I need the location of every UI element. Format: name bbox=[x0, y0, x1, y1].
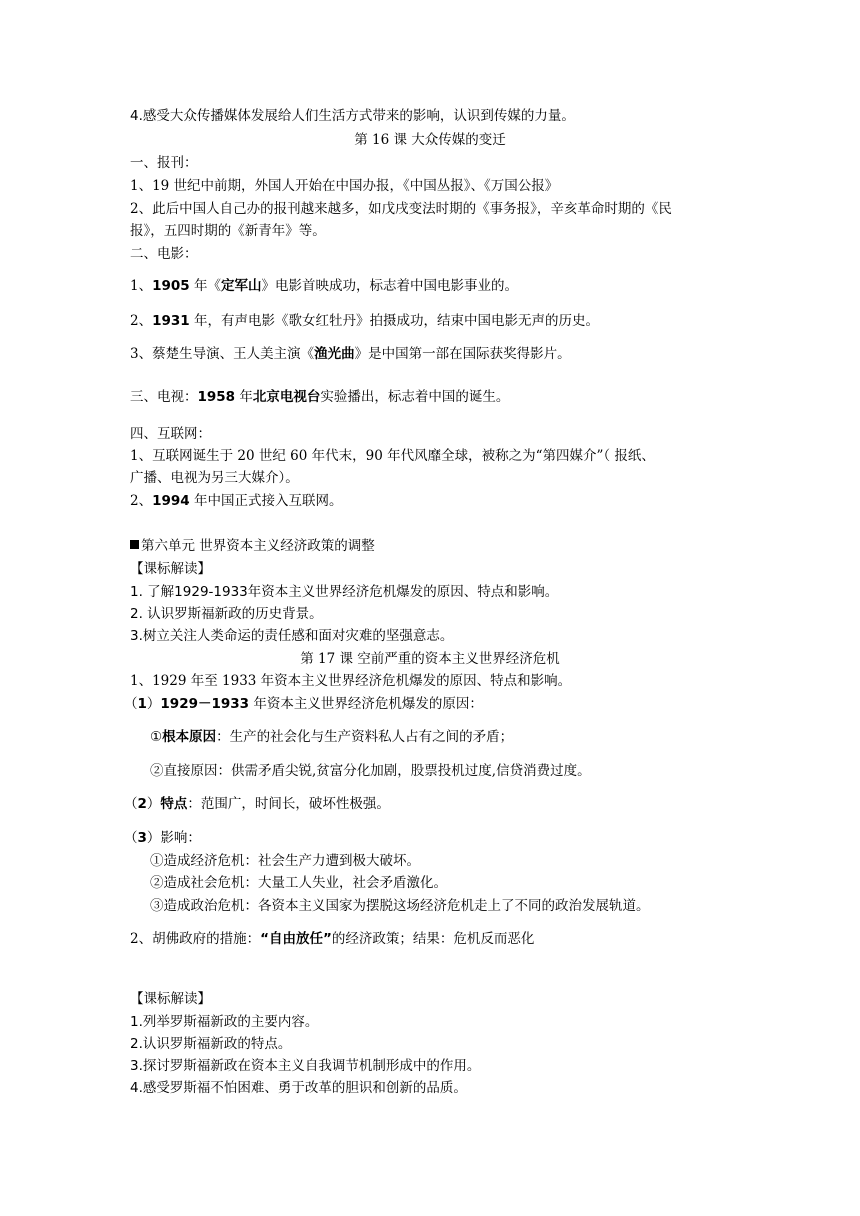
point-2 bbox=[124, 794, 390, 814]
hoover-policy bbox=[130, 929, 534, 949]
curriculum-1-item-3: 3.树立关注人类命运的责任感和面对灾难的坚强意志。 bbox=[130, 628, 454, 644]
internet-item-1-line-1: 1、互联网诞生于 20 世纪 60 年代末，90 年代风靡全球，被称之为“第四媒介”（ 报纸、 bbox=[130, 448, 655, 464]
text: 年资本主义世界经济危机爆发的原因： bbox=[249, 696, 483, 712]
curriculum-2-item-2: 2.认识罗斯福新政的特点。 bbox=[130, 1036, 292, 1052]
text: ） bbox=[146, 696, 161, 712]
bold-number: 3 bbox=[137, 830, 147, 846]
curriculum-2-item-4: 4.感受罗斯福不怕困难、勇于改革的胆识和创新的品质。 bbox=[130, 1080, 467, 1096]
text: （ bbox=[124, 830, 138, 846]
bold-year: 1994 bbox=[152, 493, 190, 509]
lesson-17-title: 第 17 课 空前严重的资本主义世界经济危机 bbox=[300, 651, 560, 667]
text: ）影响： bbox=[146, 830, 201, 846]
text: ） bbox=[146, 796, 161, 812]
bold-number: 2 bbox=[137, 796, 147, 812]
bold-film-title: 定军山 bbox=[220, 278, 262, 294]
text: 2、 bbox=[130, 313, 153, 329]
bold-root-cause: 根本原因 bbox=[162, 729, 217, 745]
internet-item-1-line-2: 广播、电视为另三大媒介）。 bbox=[130, 470, 299, 486]
bold-film-title: 渔光曲 bbox=[314, 346, 355, 362]
text: 》电影首映成功，标志着中国电影事业的。 bbox=[261, 278, 518, 294]
text: 3、蔡楚生导演、王人美主演《 bbox=[130, 346, 315, 362]
text: 》是中国第一部在国际获奖得影片。 bbox=[354, 346, 571, 362]
unit-6-heading bbox=[130, 536, 375, 556]
curriculum-1-item-2: 2. 认识罗斯福新政的历史背景。 bbox=[130, 606, 323, 622]
text: 年 bbox=[235, 389, 253, 405]
text: 2、胡佛政府的措施： bbox=[130, 931, 261, 947]
effect-3: ③造成政治危机：各资本主义国家为摆脱这场经济危机走上了不同的政治发展轨道。 bbox=[150, 898, 650, 914]
film-item-3 bbox=[130, 344, 571, 364]
bold-years: 1929－1933 bbox=[160, 696, 250, 712]
text: 年，有声电影《歌女红牡丹》拍摄成功，结束中国电影无声的历史。 bbox=[189, 313, 599, 329]
point-3 bbox=[124, 828, 201, 848]
section-newspapers-heading: 一、报刊： bbox=[130, 155, 198, 171]
text: 1、 bbox=[130, 278, 153, 294]
bold-year: 1958 bbox=[197, 389, 236, 405]
bold-laissez-faire: “自由放任” bbox=[260, 931, 332, 947]
text: 实验播出，标志着中国的诞生。 bbox=[320, 389, 510, 405]
text: （ bbox=[124, 696, 138, 712]
text: 的经济政策；结果：危机反而恶化 bbox=[331, 931, 535, 947]
bold-year: 1905 bbox=[152, 278, 190, 294]
text: ：生产的社会化与生产资料私人占有之间的矛盾； bbox=[216, 729, 514, 745]
newspaper-item-2-line-1: 2、此后中国人自己办的报刊越来越多，如戊戌变法时期的《事务报》，辛亥革命时期的《民 bbox=[130, 201, 672, 217]
curriculum-2-item-3: 3.探讨罗斯福新政在资本主义自我调节机制形成中的作用。 bbox=[130, 1058, 481, 1074]
effect-2: ②造成社会危机：大量工人失业，社会矛盾激化。 bbox=[150, 875, 447, 891]
bold-number: 1 bbox=[137, 696, 147, 712]
curriculum-1-item-1: 1. 了解1929-1933年资本主义世界经济危机爆发的原因、特点和影响。 bbox=[130, 584, 559, 600]
square-bullet-icon bbox=[130, 540, 139, 549]
film-item-2 bbox=[130, 311, 599, 331]
bold-label: 特点 bbox=[160, 796, 188, 812]
section-internet-heading: 四、互联网： bbox=[130, 426, 211, 442]
bold-year: 1931 bbox=[152, 313, 190, 329]
text: 第六单元 世界资本主义经济政策的调整 bbox=[141, 538, 375, 554]
effect-1: ①造成经济危机：社会生产力遭到极大破坏。 bbox=[150, 853, 420, 869]
curriculum-2-item-1: 1.列举罗斯福新政的主要内容。 bbox=[130, 1014, 319, 1030]
cause-2: ②直接原因：供需矛盾尖锐,贫富分化加剧，股票投机过度,信贷消费过度。 bbox=[150, 763, 591, 779]
internet-item-2 bbox=[130, 491, 342, 511]
text: ：范围广，时间长，破坏性极强。 bbox=[187, 796, 390, 812]
text: （ bbox=[124, 796, 138, 812]
lesson-16-title: 第 16 课 大众传媒的变迁 bbox=[354, 132, 506, 148]
text: 三、电视： bbox=[130, 389, 198, 405]
cause-1 bbox=[150, 727, 513, 747]
curriculum-heading-2: 【课标解读】 bbox=[130, 991, 211, 1007]
lesson-17-item-1: 1、1929 年至 1933 年资本主义世界经济危机爆发的原因、特点和影响。 bbox=[130, 673, 572, 689]
objective-line: 4.感受大众传播媒体发展给人们生活方式带来的影响，认识到传媒的力量。 bbox=[130, 108, 575, 124]
section-film-heading: 二、电影： bbox=[130, 246, 198, 262]
bold-station: 北京电视台 bbox=[252, 389, 321, 405]
text: 年中国正式接入互联网。 bbox=[189, 493, 343, 509]
text: 年《 bbox=[189, 278, 221, 294]
section-tv bbox=[130, 387, 509, 407]
text: ① bbox=[150, 729, 163, 745]
newspaper-item-2-line-2: 报》，五四时期的《新青年》等。 bbox=[130, 223, 326, 239]
newspaper-item-1: 1、19 世纪中前期，外国人开始在中国办报，《中国丛报》、《万国公报》 bbox=[130, 178, 559, 194]
curriculum-heading-1: 【课标解读】 bbox=[130, 561, 211, 577]
film-item-1 bbox=[130, 276, 518, 296]
text: 2、 bbox=[130, 493, 153, 509]
point-1 bbox=[124, 694, 483, 714]
